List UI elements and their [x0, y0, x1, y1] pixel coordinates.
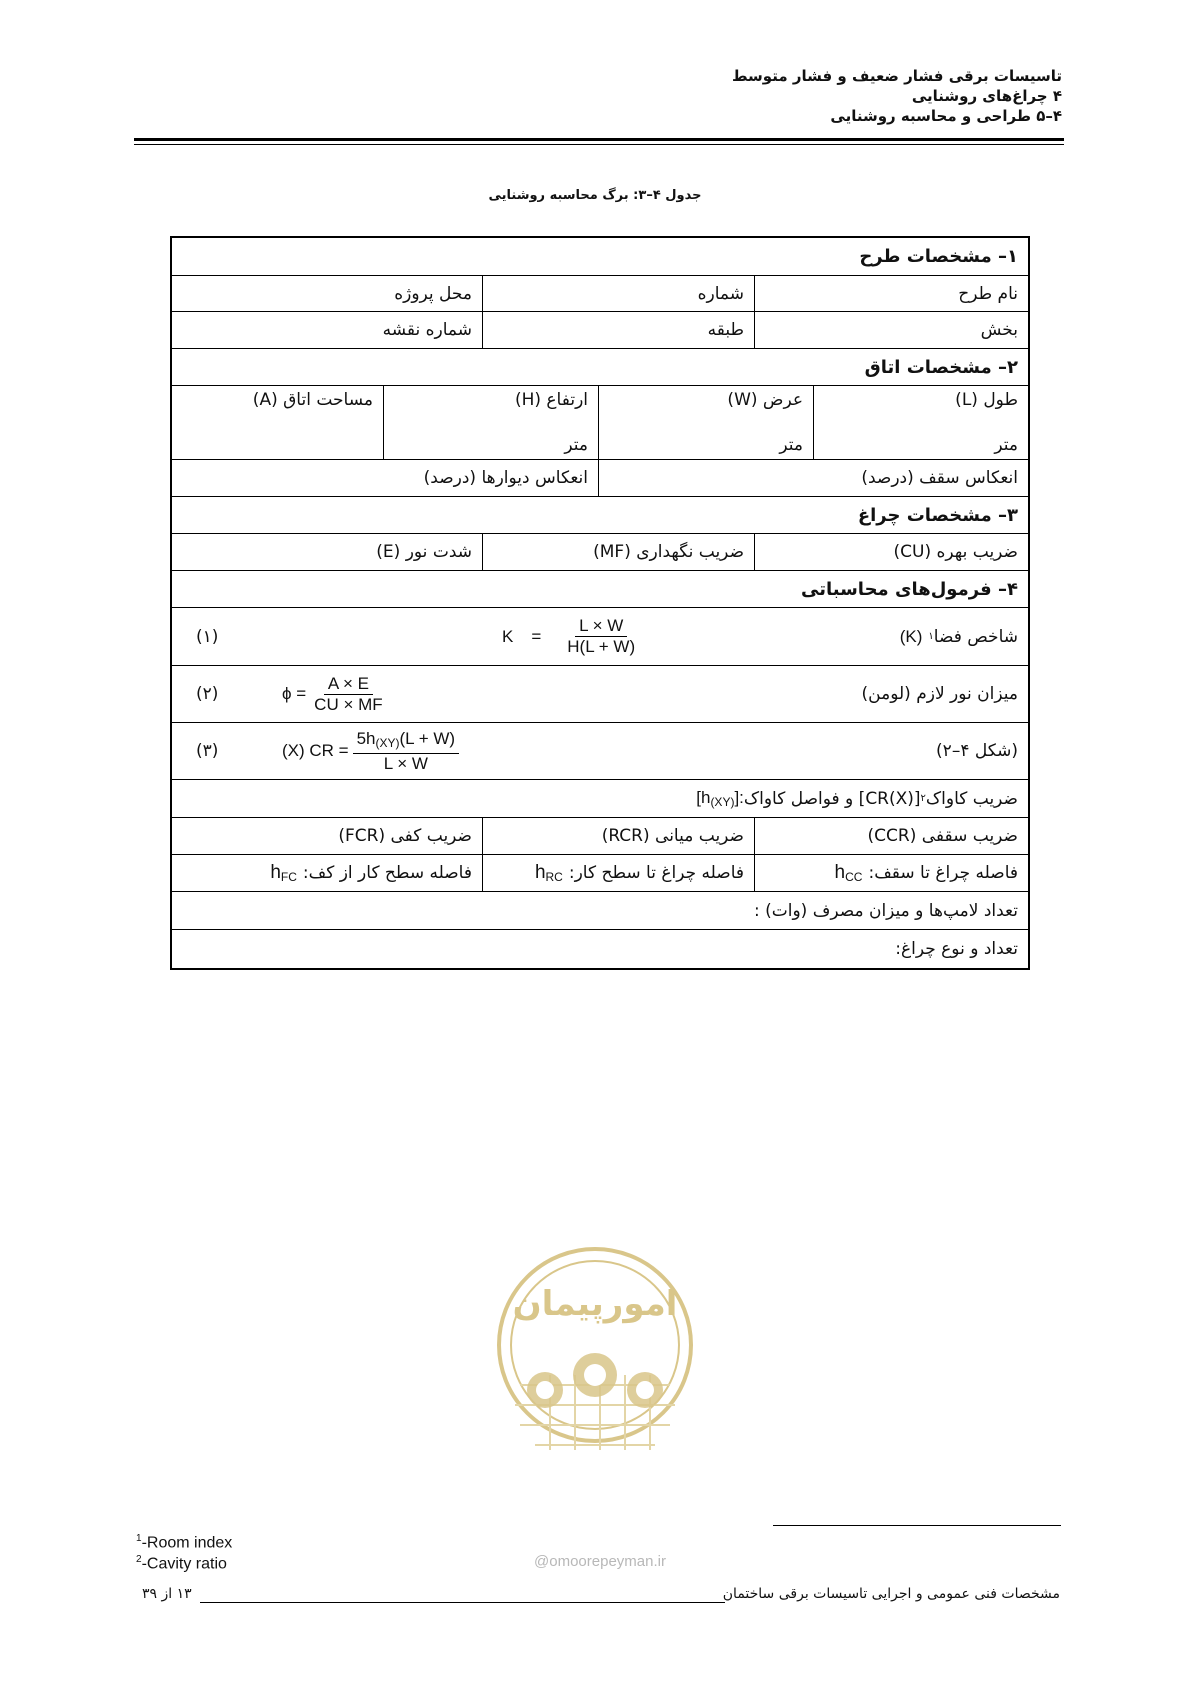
cu-cell: ضریب بهره (CU)	[754, 534, 1028, 570]
width-label: عرض (W)	[727, 390, 803, 410]
rcr-cell: ضریب میانی (RCR)	[482, 818, 754, 854]
phi-fraction: $\frac{A \times E}{CU \times MF}$	[314, 673, 383, 714]
hrc-cell: فاصله چراغ تا سطح کار: $h_{RC}$	[482, 855, 754, 891]
section-title-3: ۳– مشخصات چراغ	[857, 504, 1018, 526]
page-header	[732, 66, 1062, 126]
section-title-2: ۲– مشخصات اتاق	[864, 356, 1018, 378]
cr-label: (شکل ۴–۲)	[936, 741, 1018, 761]
phi-label: میزان نور لازم (لومن)	[861, 684, 1018, 704]
table-row	[172, 276, 1028, 312]
header-line-1: تاسیسات برقی فشار ضعیف و فشار متوسط	[731, 67, 1062, 85]
width-unit: متر	[779, 435, 803, 455]
table-row	[172, 930, 1028, 968]
k-label: شاخص فضا ۱ (K)	[899, 626, 1018, 647]
table-row	[172, 460, 1028, 497]
number-cell: شماره	[482, 276, 754, 311]
phi-formula: ϕ = $\frac{A \times E}{CU \times MF}$	[282, 666, 391, 722]
height-cell	[383, 386, 598, 459]
table-row	[172, 818, 1028, 855]
length-cell	[813, 386, 1028, 459]
section-title-4: ۴– فرمول‌های محاسباتی	[801, 578, 1018, 600]
eq-number-1: (۱)	[196, 626, 219, 647]
k-fraction: $\frac{L \times W}{H(L + W)}$	[567, 616, 636, 656]
length-unit: متر	[994, 435, 1018, 455]
floor-cell: طبقه	[482, 312, 754, 348]
section-row-3	[172, 497, 1028, 534]
lighting-calc-table	[170, 236, 1030, 970]
watermark-text: امورپیمان	[512, 1284, 678, 1324]
width-cell	[598, 386, 813, 459]
cr-formula: (X) CR = $\frac{5h_{(XY)}(L + W)}{L \times W}$	[282, 723, 463, 779]
footnote-rule	[773, 1525, 1061, 1526]
table-caption: جدول ۴–۳: برگ محاسبه روشنایی	[488, 188, 702, 203]
plan-name-cell: نام طرح	[754, 276, 1028, 311]
table-row	[172, 312, 1028, 349]
area-label: مساحت اتاق (A)	[252, 390, 373, 410]
k-formula: K = $\frac{L \times W}{H(L + W)}$	[502, 608, 643, 665]
section-cell: بخش	[754, 312, 1028, 348]
e-cell: شدت نور (E)	[376, 542, 472, 562]
section-title-1: ۱– مشخصات طرح	[859, 246, 1018, 267]
ceiling-reflect-cell: انعکاس سقف (درصد)	[598, 460, 1028, 496]
table-row	[172, 892, 1028, 930]
footnote-2: $^2$-Cavity ratio	[136, 1554, 227, 1573]
formula-row-cr	[172, 723, 1028, 780]
section-row-1	[172, 238, 1028, 276]
fcr-cell: ضریب کفی (FCR)	[338, 826, 472, 846]
header-line-2: ۴ چراغ‌های روشنایی	[911, 87, 1062, 105]
map-number-cell: شماره نقشه	[382, 320, 472, 340]
hfc-cell: فاصله سطح کار از کف: $h_{FC}$	[270, 862, 472, 884]
header-rule-thick	[134, 138, 1064, 141]
cr-fraction: $\frac{5h_{(XY)}(L + W)}{L \times W}$	[353, 729, 460, 774]
height-unit: متر	[564, 435, 588, 455]
footer-doc-title: مشخصات فنی عمومی و اجرایی تاسیسات برقی ساختمان	[722, 1586, 1060, 1602]
luminaires-cell: تعداد و نوع چراغ:	[895, 939, 1018, 959]
project-location-cell: محل پروژه	[394, 283, 472, 304]
section-row-2	[172, 349, 1028, 386]
table-row	[172, 855, 1028, 892]
table-row	[172, 386, 1028, 460]
wall-reflect-cell: انعکاس دیوارها (درصد)	[423, 468, 588, 488]
hcc-cell: فاصله چراغ تا سقف: $h_{CC}$	[754, 855, 1028, 891]
length-label: طول (L)	[955, 390, 1018, 410]
page-number: ۱۳ از ۳۹	[142, 1586, 192, 1602]
mf-cell: ضریب نگهداری (MF)	[482, 534, 754, 570]
watermark-url: @omoorepeyman.ir	[534, 1553, 666, 1570]
section-row-4	[172, 571, 1028, 608]
formula-row-phi	[172, 666, 1028, 723]
header-rule-thin	[134, 144, 1064, 145]
height-label: ارتفاع (H)	[514, 390, 588, 410]
cavity-cell: ضریب کاواک ۲ [CR(X)] و فواصل کاواک $[h_{(XY)}]$:	[696, 788, 1018, 809]
footnote-1: $^1$-Room index	[136, 1533, 233, 1552]
eq-number-3: (۳)	[196, 741, 219, 761]
header-line-3: ۴–۵ طراحی و محاسبه روشنایی	[830, 107, 1062, 125]
area-cell	[172, 386, 383, 459]
eq-number-2: (۲)	[196, 684, 219, 704]
watermark-logo	[490, 1235, 700, 1545]
table-row	[172, 534, 1028, 571]
footer-rule	[200, 1602, 725, 1603]
formula-row-k	[172, 608, 1028, 666]
lamps-cell: تعداد لامپ‌ها و میزان مصرف (وات) :	[753, 900, 1018, 921]
cavity-row	[172, 780, 1028, 818]
ccr-cell: ضریب سقفی (CCR)	[754, 818, 1028, 854]
